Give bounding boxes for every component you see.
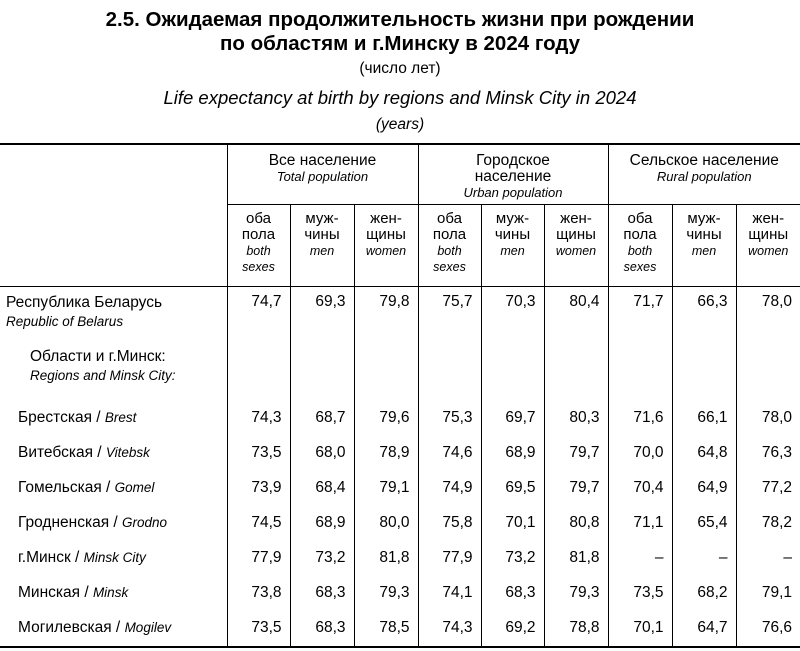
table-row-regions-header <box>0 347 800 401</box>
cell-value: 81,8 <box>354 541 418 576</box>
cell-value: 77,9 <box>418 541 481 576</box>
subcol-men <box>290 204 354 286</box>
cell-value: 80,3 <box>544 401 608 436</box>
cell-value: 64,8 <box>672 436 736 471</box>
subcol-both-en: both sexes <box>242 243 275 274</box>
cell-value: – <box>736 541 800 576</box>
cell-value: 71,6 <box>608 401 672 436</box>
cell-value: 73,5 <box>608 576 672 611</box>
cell-value: 78,5 <box>354 611 418 647</box>
title-ru-line2: по областям и г.Минску в 2024 году <box>219 32 581 55</box>
title-ru-line1: 2.5. Ожидаемая продолжительность жизни при рождении <box>105 8 695 31</box>
cell-value: 79,1 <box>354 471 418 506</box>
life-expectancy-table <box>0 143 800 648</box>
subcol-women-en: women <box>365 243 407 258</box>
cell-value: 73,2 <box>481 541 544 576</box>
cell-value: 73,5 <box>227 436 290 471</box>
units-ru: (число лет) <box>359 60 441 77</box>
cell-value: 74,7 <box>227 286 290 347</box>
cell-value: 71,1 <box>608 506 672 541</box>
cell-value: 76,6 <box>736 611 800 647</box>
cell-value: 74,5 <box>227 506 290 541</box>
cell-value: 68,2 <box>672 576 736 611</box>
subcol-women-ru: жен-щины <box>366 209 406 243</box>
subcol-men-ru: муж-чины <box>494 209 531 243</box>
subcol-men <box>481 204 544 286</box>
row-label: Витебская / Vitebsk <box>18 444 150 461</box>
cell-value: 81,8 <box>544 541 608 576</box>
cell-value: 80,0 <box>354 506 418 541</box>
group-header-urban <box>418 144 608 204</box>
subcol-women <box>544 204 608 286</box>
cell-value: 74,3 <box>227 401 290 436</box>
cell-value: 70,0 <box>608 436 672 471</box>
row-label: г.Минск / Minsk City <box>18 549 146 566</box>
cell-value: 73,5 <box>227 611 290 647</box>
group-header-total <box>227 144 418 204</box>
cell-value: 77,2 <box>736 471 800 506</box>
cell-value: 73,8 <box>227 576 290 611</box>
subcol-both-en: both sexes <box>623 243 657 274</box>
cell-value: 68,0 <box>290 436 354 471</box>
cell-value: 79,8 <box>354 286 418 347</box>
subcol-both <box>608 204 672 286</box>
subcol-women-en: women <box>555 243 597 258</box>
subcol-both-ru: оба пола <box>623 209 657 243</box>
subcol-men-ru: муж-чины <box>686 209 722 243</box>
subcol-women-ru: жен-щины <box>556 209 596 243</box>
cell-value: 74,1 <box>418 576 481 611</box>
header-blank-cell <box>0 144 227 286</box>
subcol-men-en: men <box>691 243 717 258</box>
cell-value: 77,9 <box>227 541 290 576</box>
cell-value: 68,3 <box>290 576 354 611</box>
row-label: Брестская / Brest <box>18 409 137 426</box>
cell-value: 79,1 <box>736 576 800 611</box>
row-label: Гродненская / Grodno <box>18 514 168 531</box>
table-row <box>0 576 800 611</box>
cell-value: 66,3 <box>672 286 736 347</box>
cell-value: 75,3 <box>418 401 481 436</box>
cell-value: 68,4 <box>290 471 354 506</box>
cell-value: 78,0 <box>736 401 800 436</box>
cell-value: 69,5 <box>481 471 544 506</box>
subcol-both <box>227 204 290 286</box>
cell-value: 64,9 <box>672 471 736 506</box>
cell-value: 69,7 <box>481 401 544 436</box>
cell-value: 71,7 <box>608 286 672 347</box>
table-row <box>0 471 800 506</box>
subcol-both-en: both sexes <box>433 243 466 274</box>
subcol-women <box>736 204 800 286</box>
cell-value: 68,3 <box>290 611 354 647</box>
cell-value: 73,9 <box>227 471 290 506</box>
subcol-men-ru: муж-чины <box>304 209 340 243</box>
table-row-belarus <box>0 286 800 347</box>
cell-value: 74,6 <box>418 436 481 471</box>
group-urban-ru: Городское население <box>474 152 552 185</box>
group-rural-ru: Сельское население <box>629 152 779 169</box>
table-row <box>0 541 800 576</box>
row-label: Могилевская / Mogilev <box>0 611 227 647</box>
cell-value: 70,1 <box>608 611 672 647</box>
row-label-regions-header <box>0 347 227 401</box>
cell-value: 68,9 <box>290 506 354 541</box>
cell-value: 79,7 <box>544 436 608 471</box>
cell-value: 68,9 <box>481 436 544 471</box>
subcol-men-en: men <box>309 243 335 258</box>
cell-value: 66,1 <box>672 401 736 436</box>
title-en: Life expectancy at birth by regions and Minsk City in 2024 <box>163 87 637 108</box>
group-total-ru: Все население <box>268 152 377 169</box>
row-label: Минская / Minsk <box>18 584 129 601</box>
cell-value: 75,8 <box>418 506 481 541</box>
cell-value: 78,0 <box>736 286 800 347</box>
cell-value: 68,3 <box>481 576 544 611</box>
subcol-women <box>354 204 418 286</box>
cell-value: 70,3 <box>481 286 544 347</box>
cell-value: 79,7 <box>544 471 608 506</box>
subcol-both-ru: оба пола <box>241 209 276 243</box>
row-label-belarus <box>0 286 227 347</box>
cell-value: – <box>608 541 672 576</box>
subcol-both <box>418 204 481 286</box>
cell-value: 68,7 <box>290 401 354 436</box>
cell-value: 74,3 <box>418 611 481 647</box>
group-total-en: Total population <box>276 169 369 184</box>
cell-value: 78,2 <box>736 506 800 541</box>
cell-value: 70,1 <box>481 506 544 541</box>
group-header-rural <box>608 144 800 204</box>
group-urban-en: Urban population <box>463 185 563 200</box>
cell-value: 74,9 <box>418 471 481 506</box>
cell-value: 73,2 <box>290 541 354 576</box>
cell-value: 79,6 <box>354 401 418 436</box>
subcol-women-en: women <box>748 243 789 258</box>
subcol-women-ru: жен-щины <box>748 209 789 243</box>
table-row <box>0 611 800 647</box>
cell-value: 64,7 <box>672 611 736 647</box>
units-en: (years) <box>375 116 425 133</box>
table-row <box>0 401 800 436</box>
cell-value: 80,8 <box>544 506 608 541</box>
table-row <box>0 436 800 471</box>
cell-value: 78,8 <box>544 611 608 647</box>
group-rural-en: Rural population <box>656 169 752 184</box>
cell-value: 79,3 <box>544 576 608 611</box>
cell-value: 76,3 <box>736 436 800 471</box>
belarus-en: Republic of Belarus <box>6 313 124 329</box>
cell-value: 75,7 <box>418 286 481 347</box>
cell-value: – <box>672 541 736 576</box>
cell-value: 70,4 <box>608 471 672 506</box>
cell-value: 69,2 <box>481 611 544 647</box>
cell-value: 79,3 <box>354 576 418 611</box>
cell-value: 65,4 <box>672 506 736 541</box>
belarus-ru: Республика Беларусь <box>6 293 163 311</box>
subcol-both-ru: оба пола <box>432 209 467 243</box>
regions-header-ru: Области и г.Минск: <box>30 347 166 365</box>
subcol-men-en: men <box>500 243 525 258</box>
table-row <box>0 506 800 541</box>
regions-header-en: Regions and Minsk City: <box>30 367 176 383</box>
cell-value: 80,4 <box>544 286 608 347</box>
cell-value: 78,9 <box>354 436 418 471</box>
subcol-men <box>672 204 736 286</box>
cell-value: 69,3 <box>290 286 354 347</box>
row-label: Гомельская / Gomel <box>18 479 155 496</box>
